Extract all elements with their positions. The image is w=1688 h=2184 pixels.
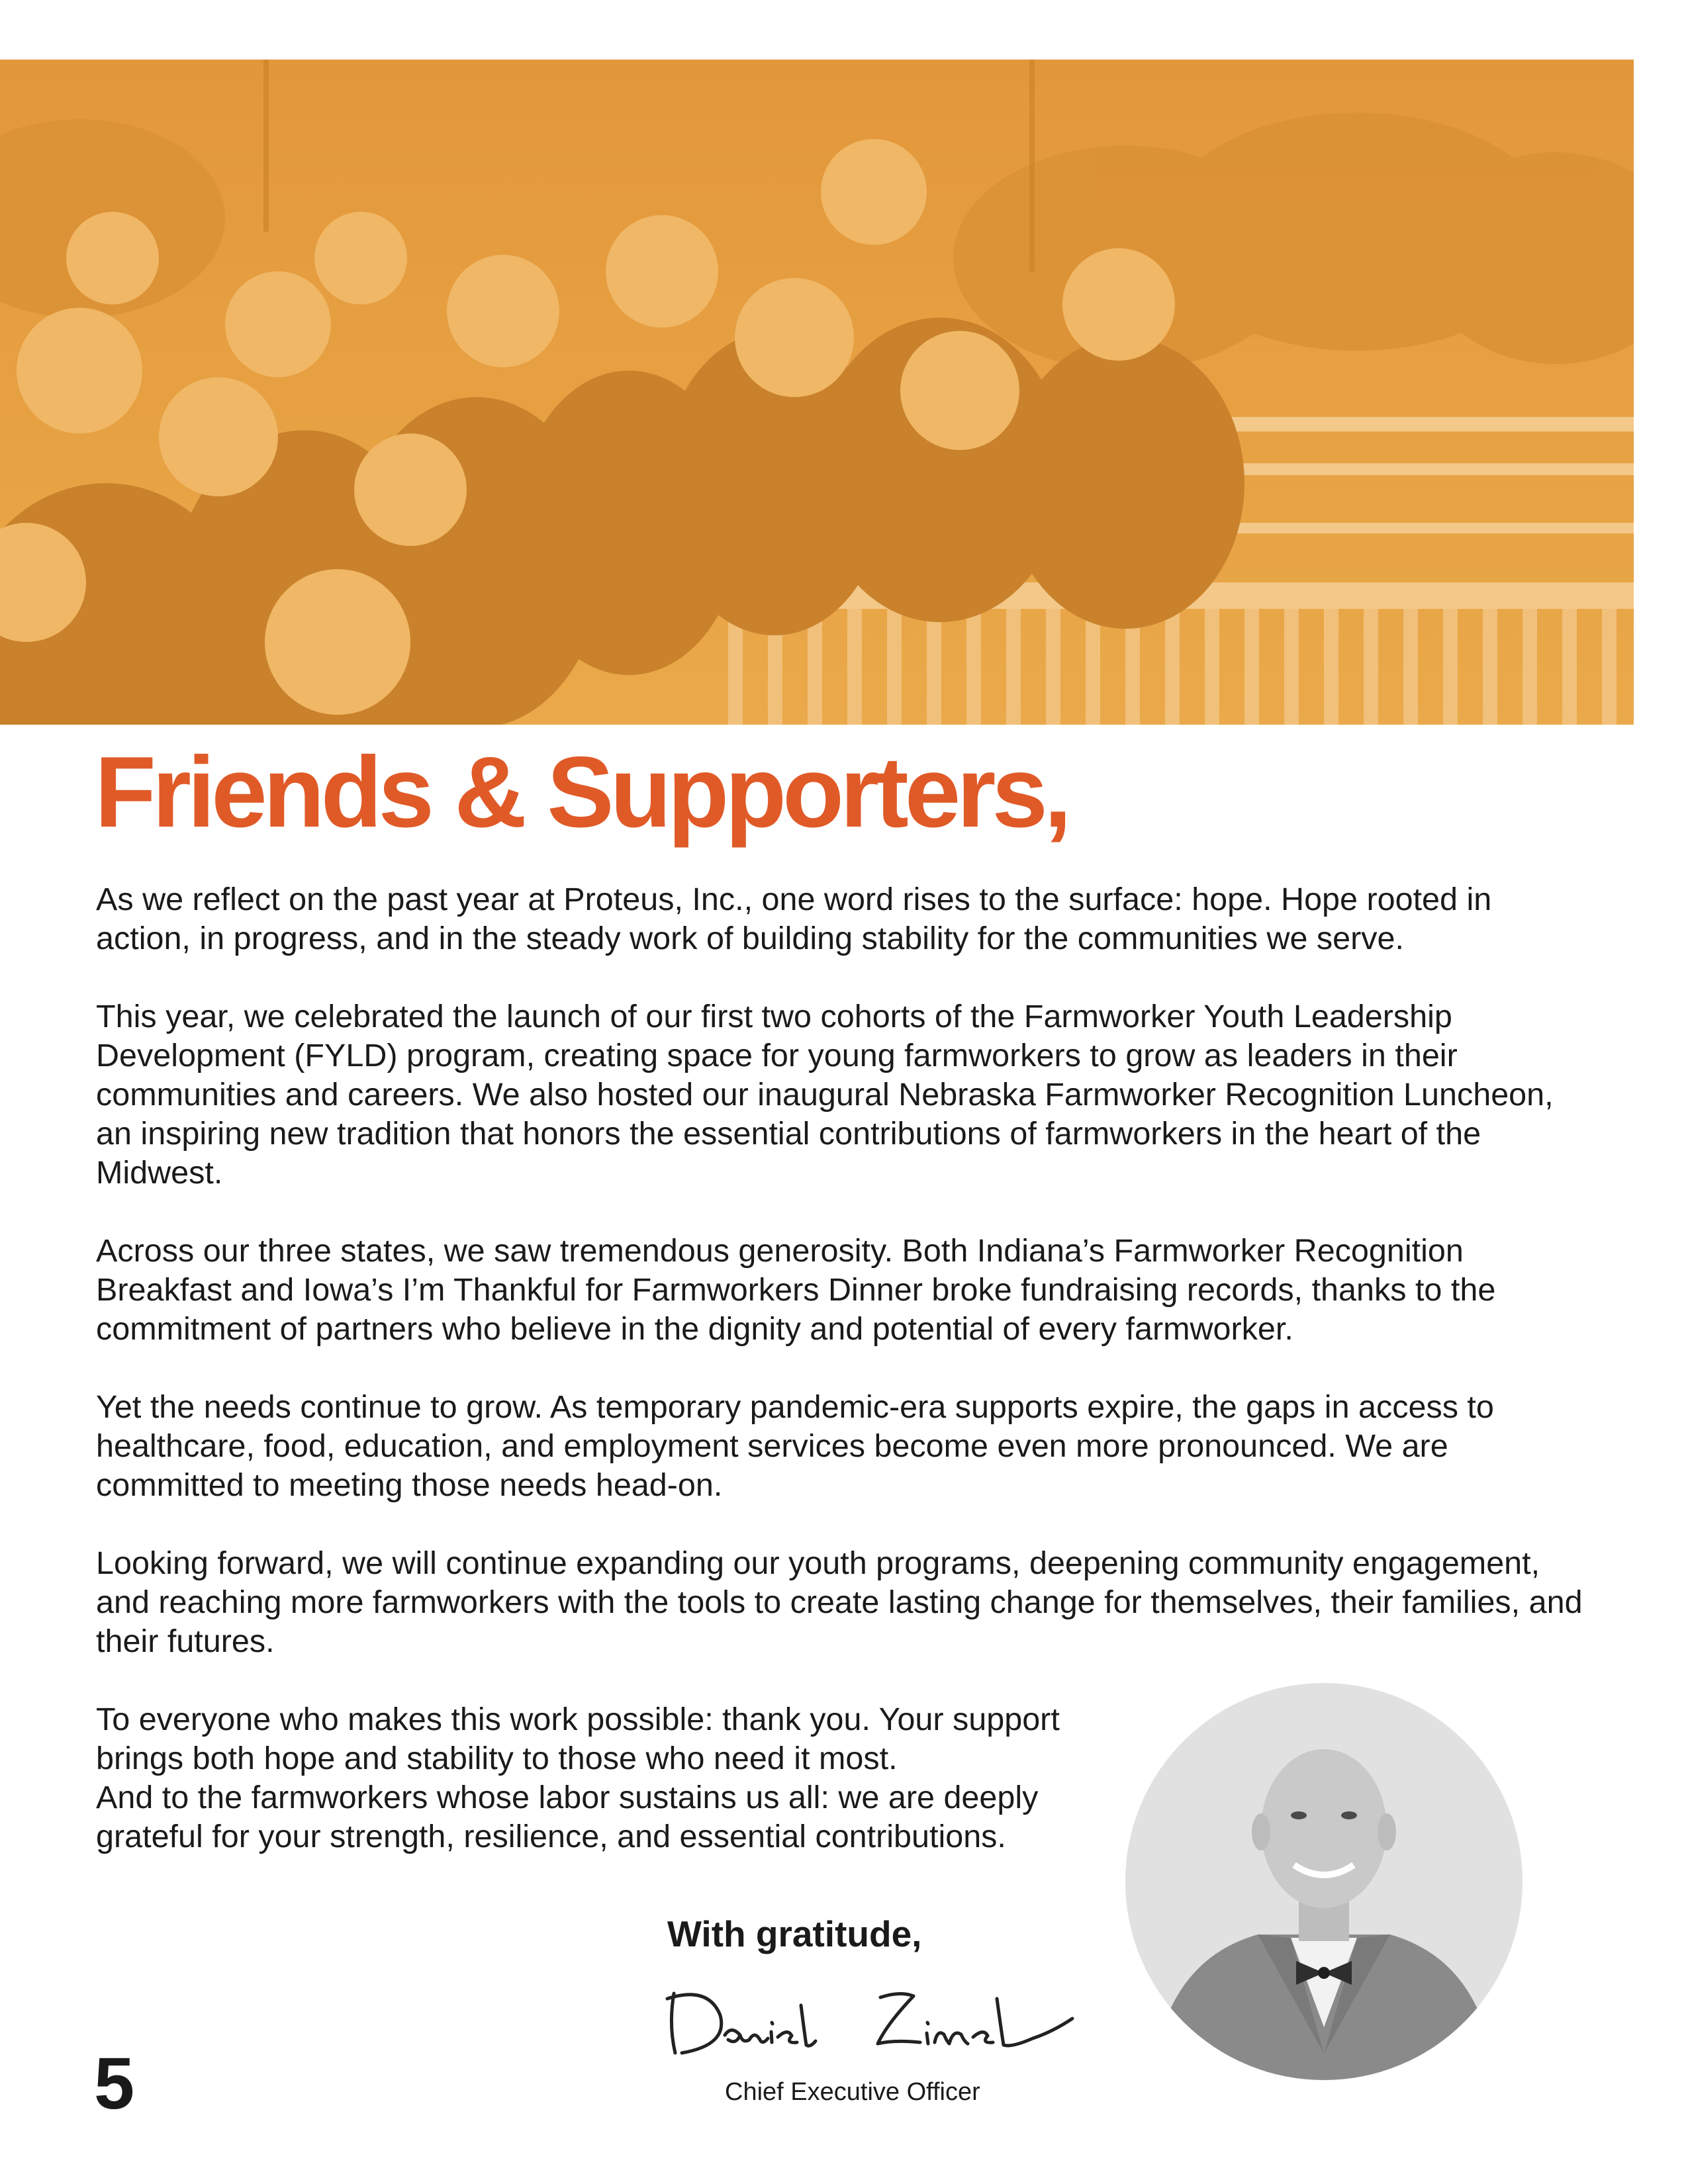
letter-paragraph-thanks: To everyone who makes this work possible: thank you. Your support brings both hope and stability to those who need it most. bbox=[96, 1702, 1060, 1776]
page-number: 5 bbox=[94, 2043, 135, 2124]
ceo-portrait bbox=[1125, 1683, 1523, 2080]
page-title: Friends & Supporters, bbox=[95, 736, 1068, 848]
letter-paragraph: As we reflect on the past year at Proteus, Inc., one word rises to the surface: hope. Hope rooted in action, in progress, and in the steady work of building stability for the communities we serve. bbox=[96, 882, 1492, 956]
closing-salutation: With gratitude, bbox=[667, 1913, 922, 1954]
letter-paragraph-thanks-farmworkers: And to the farmworkers whose labor sustains us all: we are deeply grateful for your strength, resilience, and essential contributions. bbox=[96, 1780, 1039, 1854]
letter-paragraph: Across our three states, we saw tremendous generosity. Both Indiana’s Farmworker Recognition Breakfast and Iowa’s I’m Thankful for Farmworkers Dinner broke fundraising records, thanks to the commitment of partners who believe in the dignity and potential of every farmworker. bbox=[96, 1233, 1496, 1347]
letter-paragraph: This year, we celebrated the launch of our first two cohorts of the Farmworker Youth Leadership Development (FYLD) program, creating space for young farmworkers to grow as leaders in their communities and careers. We also hosted our inaugural Nebraska Farmworker Recognition Luncheon, an inspiring new tradition that honors the essential contributions of farmworkers in the heart of the Midwest. bbox=[96, 999, 1554, 1191]
signer-title: Chief Executive Officer bbox=[725, 2078, 980, 2106]
signature-image bbox=[662, 1979, 1079, 2065]
letter-paragraph: Yet the needs continue to grow. As temporary pandemic-era supports expire, the gaps in access to healthcare, food, education, and employment services become even more pronounced. We are committed to meeting those needs head-on. bbox=[96, 1389, 1494, 1503]
letter-paragraph: Looking forward, we will continue expanding our youth programs, deepening community engagement, and reaching more farmworkers with the tools to create lasting change for themselves, their families, and their futures. bbox=[96, 1545, 1583, 1659]
hero-group-photo bbox=[0, 60, 1634, 725]
